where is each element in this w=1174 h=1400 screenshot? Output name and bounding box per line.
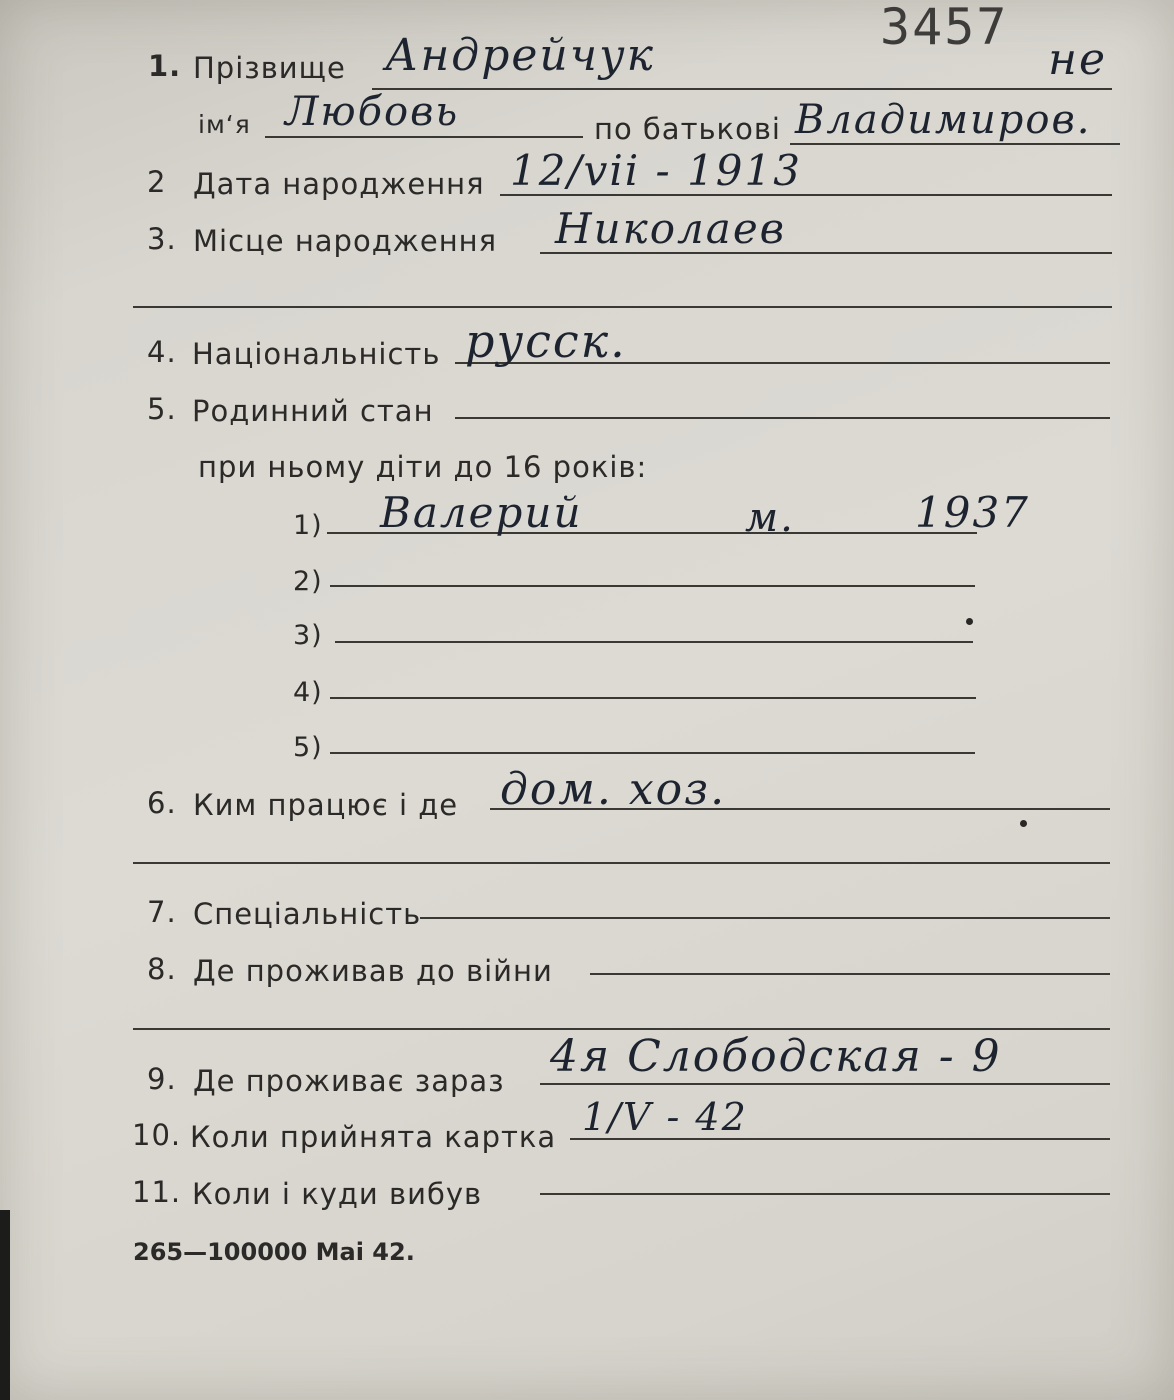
field-2-number: 2 xyxy=(147,165,167,199)
birthplace-line-2 xyxy=(133,306,1112,308)
child-5-number: 5) xyxy=(293,732,323,763)
patronymic-line xyxy=(790,143,1120,145)
name-line xyxy=(265,136,583,138)
marital-line xyxy=(455,417,1110,419)
work-line-2 xyxy=(133,862,1110,864)
work-value: дом. хоз. xyxy=(500,764,727,815)
accepted-value: 1/V - 42 xyxy=(582,1095,748,1139)
child-3-line xyxy=(335,641,973,643)
ink-dot xyxy=(966,618,973,625)
child-1-number: 1) xyxy=(293,510,323,541)
child-4-number: 4) xyxy=(293,677,323,708)
field-10-number: 10. xyxy=(132,1118,182,1152)
scan-edge xyxy=(0,1210,10,1400)
current-line xyxy=(540,1083,1110,1085)
current-value: 4я Слободская - 9 xyxy=(550,1031,1002,1082)
birthdate-value: 12/vii - 1913 xyxy=(510,146,802,195)
prewar-line-2 xyxy=(133,1028,1110,1030)
child-2-line xyxy=(330,585,975,587)
patronymic-label: по батькові xyxy=(594,112,781,146)
ink-dot-2 xyxy=(1020,820,1027,827)
surname-line xyxy=(372,88,1112,90)
accepted-label: Коли прийнята картка xyxy=(190,1120,557,1154)
field-9-number: 9. xyxy=(147,1062,177,1096)
nationality-label: Національність xyxy=(192,337,441,371)
field-1-number: 1. xyxy=(148,49,182,83)
child-1-year: 1937 xyxy=(915,488,1030,537)
current-label: Де проживає зараз xyxy=(193,1064,505,1098)
field-4-number: 4. xyxy=(147,335,177,369)
child-5-line xyxy=(330,752,975,754)
work-label: Ким працює і де xyxy=(193,788,459,822)
birthplace-label: Місце народження xyxy=(193,224,498,258)
specialty-label: Спеціальність xyxy=(193,897,422,931)
field-8-number: 8. xyxy=(147,952,177,986)
field-5-number: 5. xyxy=(147,392,177,426)
birthplace-value: Николаев xyxy=(555,204,787,253)
marital-label: Родинний стан xyxy=(192,394,434,428)
child-4-line xyxy=(330,697,976,699)
surname-suffix: не xyxy=(1048,34,1108,85)
field-7-number: 7. xyxy=(147,895,177,929)
child-1-name: Валерий xyxy=(380,488,583,537)
prewar-label: Де проживав до війни xyxy=(193,954,553,988)
name-label: ім‘я xyxy=(198,110,251,139)
card-number: 3457 xyxy=(880,0,1009,56)
nationality-value: русск. xyxy=(465,314,627,368)
children-label: при ньому діти до 16 років: xyxy=(198,450,648,484)
child-3-number: 3) xyxy=(293,620,323,651)
field-3-number: 3. xyxy=(147,222,177,256)
prewar-line xyxy=(590,973,1110,975)
birthdate-label: Дата народження xyxy=(193,167,485,201)
child-1-sex: м. xyxy=(745,495,795,541)
field-6-number: 6. xyxy=(147,786,177,820)
name-value: Любовь xyxy=(285,89,460,135)
patronymic-value: Владимиров. xyxy=(795,97,1092,143)
child-2-number: 2) xyxy=(293,566,323,597)
print-code: 265—100000 Mai 42. xyxy=(133,1238,415,1266)
surname-value: Андрейчук xyxy=(385,30,655,81)
field-11-number: 11. xyxy=(132,1175,182,1209)
surname-label: Прізвище xyxy=(193,51,346,85)
specialty-line xyxy=(420,917,1110,919)
departed-label: Коли і куди вибув xyxy=(192,1177,483,1211)
departed-line xyxy=(540,1193,1110,1195)
